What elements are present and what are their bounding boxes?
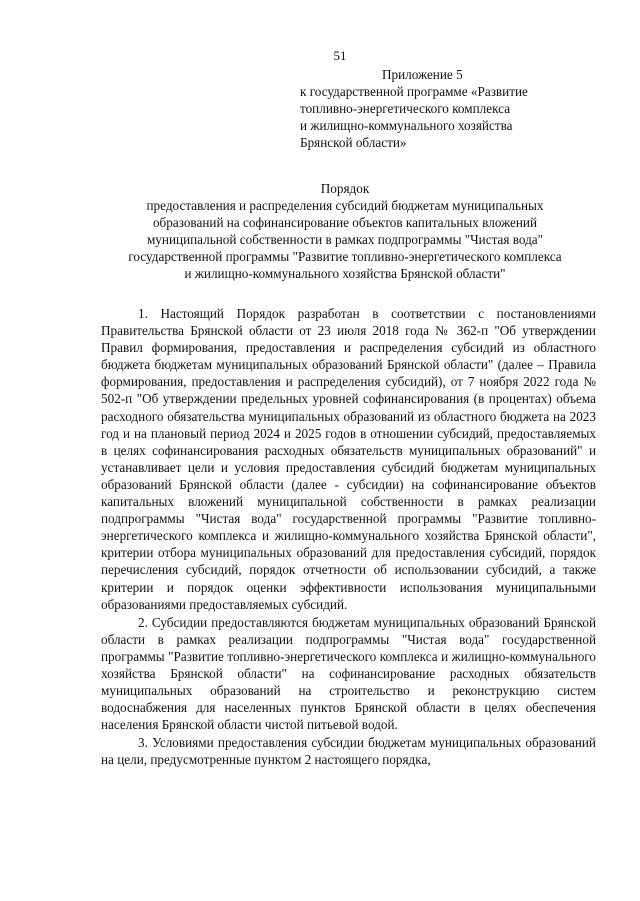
paragraph-3: 3. Условиями предоставления субсидии бюджетам муниципальных образований на цели, предусмотренные пунктом 2 настоящего порядка, (101, 735, 596, 768)
paragraph-1: 1. Настоящий Порядок разработан в соответствии с постановлениями Правительства Брянской области от 23 июля 2018 года № 362-п "Об утверждении Правил формирования, предоставления и распределения субсидий из областного бюджета бюджетам муниципальных образований Брянской области" (далее – Правила формирования, предоставления и распределения субсидий), от 7 ноября 2022 года № 502-п "Об утверждении предельных уровней софинансирования (в процентах) объема расходного обязательства муниципальных образований из областного бюджета на 2023 год и на плановый период 2024 и 2025 годов в отношении субсидий, предоставляемых в целях софинансирования расходных обязательств муниципальных образований" и устанавливает цели и условия предоставления субсидий бюджетам муниципальных образований Брянской области (далее - субсидии) на софинансирование объектов капитальных вложений муниципальной собственности в рамках реализации подпрограммы "Чистая вода" государственной программы "Развитие топливно-энергетического комплекса и жилищно-коммунального хозяйства Брянской области", критерии отбора муниципальных образований для предоставления субсидий, порядок перечисления субсидий, порядок отчетности об использовании субсидий, а также критерии и порядок оценки эффективности использования муниципальными образованиями предоставляемых субсидий. (101, 306, 596, 612)
order-title: Порядок (320, 181, 370, 196)
appendix-line: топливно-энергетического комплекса (300, 101, 511, 116)
appendix-line: и жилищно-коммунального хозяйства (300, 118, 513, 133)
page-number: 51 (333, 48, 347, 63)
appendix-line: к государственной программе «Развитие (300, 84, 528, 99)
paragraph-2: 2. Субсидии предоставляются бюджетам муниципальных образований Брянской области в рамках реализации подпрограммы "Чистая вода" государственной программы "Развитие топливно-энергетического комплекса и жилищно-коммунального хозяйства Брянской области" на софинансирование расходных обязательств муниципальных образований на строительство и реконструкцию систем водоснабжения для населенных пунктов Брянской области в целях обеспечения населения Брянской области чистой питьевой водой. (101, 614, 596, 733)
order-subtitle-line: предоставления и распределения субсидий бюджетам муниципальных (146, 198, 544, 213)
order-subtitle-line: муниципальной собственности в рамках подпрограммы "Чистая вода" (146, 232, 544, 247)
order-heading (100, 180, 590, 282)
appendix-title: Приложение 5 (382, 67, 463, 82)
order-subtitle-line: государственной программы "Развитие топливно-энергетического комплекса (128, 249, 562, 264)
appendix-header (300, 66, 620, 151)
order-subtitle-line: образований на софинансирование объектов капитальных вложений (152, 215, 538, 230)
order-subtitle-line: и жилищно-коммунального хозяйства Брянской области" (184, 266, 506, 281)
appendix-line: Брянской области» (300, 135, 407, 150)
document-body (101, 305, 596, 770)
